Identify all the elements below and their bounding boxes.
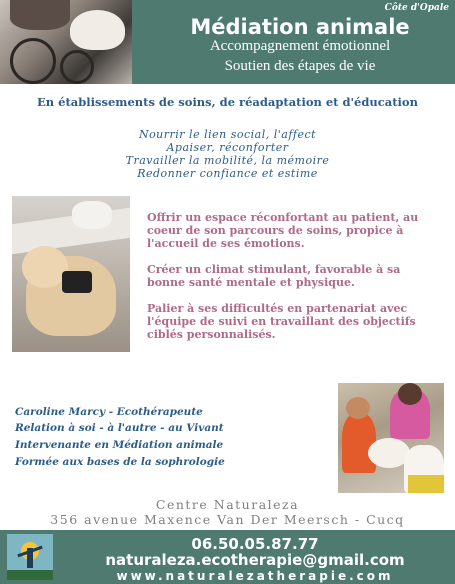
- dog-figure: [70, 10, 125, 50]
- child-head-shape: [346, 397, 370, 419]
- goal-item: Travailler la mobilité, la mémoire: [125, 154, 330, 167]
- center-name: Centre Naturaleza: [155, 497, 300, 512]
- bio-line: Caroline Marcy - Ecothérapeute: [15, 406, 203, 418]
- email-address[interactable]: naturaleza.ecotherapie@gmail.com: [105, 551, 405, 569]
- subtitle-line-2: Soutien des étapes de vie: [224, 58, 376, 74]
- yellow-object-shape: [408, 475, 444, 493]
- website-link[interactable]: www.naturalezatherapie.com: [116, 569, 394, 583]
- bio-line: Relation à soi - à l'autre - au Vivant: [15, 422, 224, 434]
- ground-shape: [7, 570, 53, 580]
- person-figure: [10, 0, 70, 30]
- hospital-bed-shape: [12, 208, 130, 255]
- phone-number[interactable]: 06.50.05.87.77: [191, 535, 319, 553]
- wheel-shape: [60, 50, 94, 84]
- benefit-paragraph: Créer un climat stimulant, favorable à sa bonne santé mentale et physique.: [147, 263, 401, 289]
- patient-figure: [72, 201, 112, 229]
- benefit-paragraph: Palier à ses difficultés en partenariat avec l'équipe de suivi en travaillant des objectifs ciblés personnalisés.: [147, 302, 416, 341]
- page-title: Médiation animale: [190, 15, 410, 39]
- adult-head-shape: [398, 383, 422, 405]
- naturaleza-logo: [7, 534, 53, 580]
- dog-harness-shape: [62, 271, 92, 293]
- region-label: Côte d'Opale: [384, 3, 449, 13]
- photo-dog-with-patient: [12, 196, 130, 352]
- bio-line: Intervenante en Médiation animale: [15, 439, 224, 451]
- goal-item: Redonner confiance et estime: [137, 167, 318, 180]
- tagline: En établissements de soins, de réadaptation et d'éducation: [37, 95, 418, 109]
- subtitle-line-1: Accompagnement émotionnel: [209, 38, 391, 54]
- goal-item: Nourrir le lien social, l'affect: [138, 128, 317, 141]
- bio-line: Formée aux bases de la sophrologie: [15, 456, 225, 468]
- header-photo-wheelchair-dog: [0, 0, 132, 84]
- photo-children-animal: [338, 383, 444, 493]
- wheel-shape: [10, 38, 56, 84]
- benefit-paragraph: Offrir un espace réconfortant au patient, au coeur de son parcours de soins, propice à l'accueil de ses émotions.: [147, 211, 419, 250]
- goal-item: Apaiser, réconforter: [166, 141, 289, 154]
- center-address: 356 avenue Maxence Van Der Meersch - Cucq: [50, 512, 405, 527]
- goals-list: [0, 128, 455, 180]
- child-figure: [342, 413, 376, 473]
